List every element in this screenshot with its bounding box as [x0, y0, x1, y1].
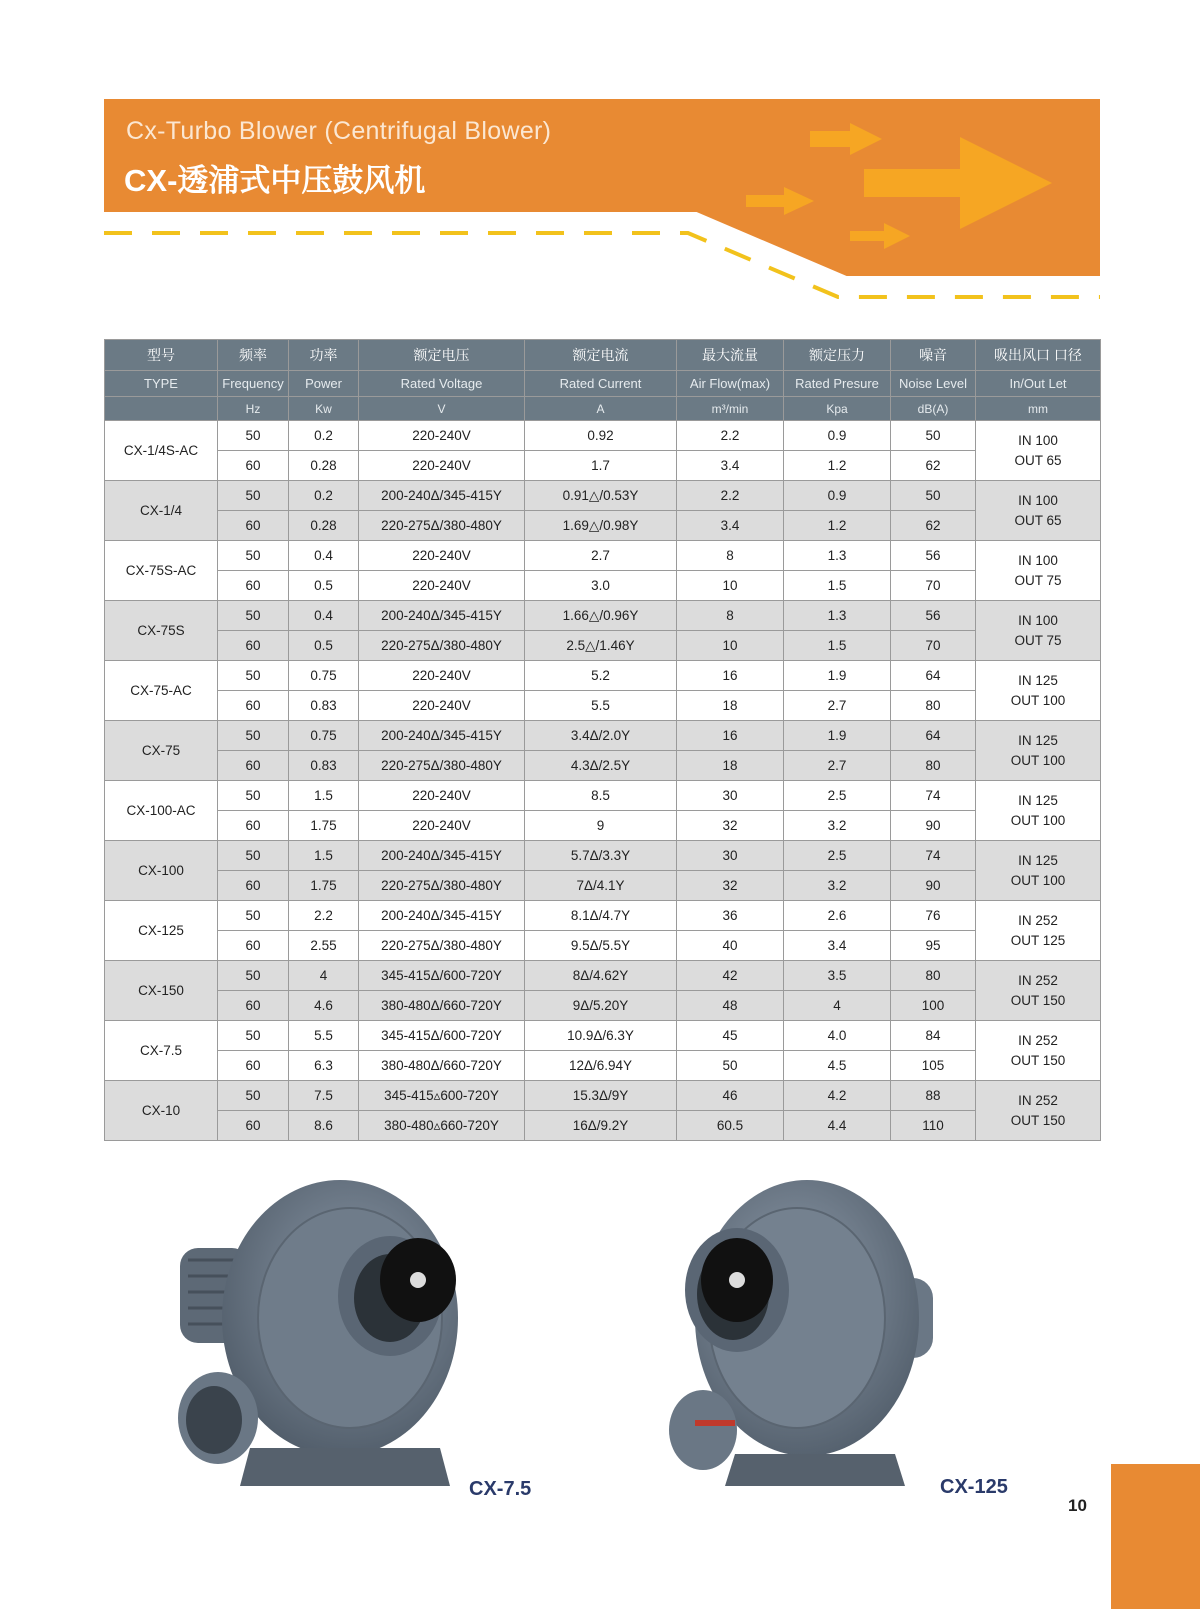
- blower-icon: [170, 1168, 470, 1498]
- header-pressure-en: Rated Presure: [784, 371, 891, 397]
- current-cell: 0.92: [525, 421, 677, 451]
- power-cell: 2.2: [289, 901, 359, 931]
- header-current-cn: 额定电流: [525, 340, 677, 371]
- product-image-cx-125: [665, 1168, 945, 1498]
- model-name-cell: CX-100-AC: [105, 781, 218, 841]
- table-row: [105, 421, 1101, 451]
- header-power-cn: 功率: [289, 340, 359, 371]
- port-in-label: IN 125: [1018, 732, 1058, 748]
- airflow-cell: 42: [677, 961, 784, 991]
- pressure-cell: 2.7: [784, 751, 891, 781]
- power-cell: 0.5: [289, 571, 359, 601]
- header-noise-en: Noise Level: [891, 371, 976, 397]
- frequency-cell: 50: [218, 421, 289, 451]
- noise-cell: 100: [891, 991, 976, 1021]
- header-type-cn: 型号: [105, 340, 218, 371]
- frequency-cell: 60: [218, 811, 289, 841]
- frequency-cell: 60: [218, 511, 289, 541]
- port-out-label: OUT 100: [1010, 692, 1066, 708]
- port-out-label: OUT 65: [1014, 512, 1062, 528]
- unit-power: Kw: [289, 397, 359, 421]
- port-in-label: IN 252: [1018, 972, 1058, 988]
- header-noise-cn: 噪音: [891, 340, 976, 371]
- voltage-cell: 220-240V: [359, 451, 525, 481]
- header-current-en: Rated Current: [525, 371, 677, 397]
- current-cell: 3.0: [525, 571, 677, 601]
- noise-cell: 80: [891, 751, 976, 781]
- model-name-cell: CX-150: [105, 961, 218, 1021]
- table-row: [105, 991, 1101, 1021]
- port-out-label: OUT 75: [1014, 632, 1062, 648]
- frequency-cell: 60: [218, 1051, 289, 1081]
- title-chinese: CX-透浦式中压鼓风机: [124, 163, 426, 198]
- table-row: [105, 451, 1101, 481]
- noise-cell: 62: [891, 451, 976, 481]
- port-in-label: IN 125: [1018, 672, 1058, 688]
- table-row: [105, 841, 1101, 871]
- model-name-cell: CX-7.5: [105, 1021, 218, 1081]
- port-size-cell: [976, 541, 1101, 601]
- port-in-label: IN 125: [1018, 852, 1058, 868]
- voltage-cell: 220-240V: [359, 661, 525, 691]
- pressure-cell: 1.3: [784, 601, 891, 631]
- table-row: [105, 871, 1101, 901]
- noise-cell: 50: [891, 421, 976, 451]
- current-cell: 15.3Δ/9Y: [525, 1081, 677, 1111]
- port-in-label: IN 100: [1018, 612, 1058, 628]
- header-power-en: Power: [289, 371, 359, 397]
- model-name-cell: CX-10: [105, 1081, 218, 1141]
- voltage-cell: 200-240Δ/345-415Y: [359, 481, 525, 511]
- pressure-cell: 1.2: [784, 451, 891, 481]
- airflow-cell: 32: [677, 811, 784, 841]
- frequency-cell: 60: [218, 451, 289, 481]
- airflow-cell: 18: [677, 751, 784, 781]
- unit-airflow: m³/min: [677, 397, 784, 421]
- airflow-cell: 46: [677, 1081, 784, 1111]
- noise-cell: 90: [891, 871, 976, 901]
- voltage-cell: 220-240V: [359, 691, 525, 721]
- header-voltage-en: Rated Voltage: [359, 371, 525, 397]
- unit-type: [105, 397, 218, 421]
- pressure-cell: 1.5: [784, 631, 891, 661]
- noise-cell: 95: [891, 931, 976, 961]
- voltage-cell: 220-275Δ/380-480Y: [359, 871, 525, 901]
- table-row: [105, 541, 1101, 571]
- noise-cell: 70: [891, 631, 976, 661]
- header-airflow-en: Air Flow(max): [677, 371, 784, 397]
- current-cell: 8.5: [525, 781, 677, 811]
- port-out-label: OUT 75: [1014, 572, 1062, 588]
- power-cell: 1.75: [289, 871, 359, 901]
- power-cell: 2.55: [289, 931, 359, 961]
- port-size-cell: [976, 901, 1101, 961]
- current-cell: 2.7: [525, 541, 677, 571]
- noise-cell: 64: [891, 721, 976, 751]
- frequency-cell: 60: [218, 1111, 289, 1141]
- frequency-cell: 50: [218, 781, 289, 811]
- pressure-cell: 4.5: [784, 1051, 891, 1081]
- pressure-cell: 2.5: [784, 841, 891, 871]
- current-cell: 16Δ/9.2Y: [525, 1111, 677, 1141]
- pressure-cell: 0.9: [784, 481, 891, 511]
- port-out-label: OUT 100: [1010, 812, 1066, 828]
- noise-cell: 64: [891, 661, 976, 691]
- pressure-cell: 2.7: [784, 691, 891, 721]
- unit-frequency: Hz: [218, 397, 289, 421]
- voltage-cell: 200-240Δ/345-415Y: [359, 721, 525, 751]
- airflow-cell: 18: [677, 691, 784, 721]
- current-cell: 12Δ/6.94Y: [525, 1051, 677, 1081]
- port-out-label: OUT 125: [1010, 932, 1066, 948]
- airflow-cell: 16: [677, 661, 784, 691]
- pressure-cell: 1.9: [784, 661, 891, 691]
- noise-cell: 62: [891, 511, 976, 541]
- noise-cell: 74: [891, 781, 976, 811]
- port-in-label: IN 252: [1018, 1032, 1058, 1048]
- table-row: [105, 511, 1101, 541]
- table-row: [105, 751, 1101, 781]
- product-image-cx-7-5: [170, 1168, 470, 1498]
- power-cell: 4: [289, 961, 359, 991]
- power-cell: 1.5: [289, 781, 359, 811]
- table-row: [105, 1051, 1101, 1081]
- frequency-cell: 50: [218, 541, 289, 571]
- airflow-cell: 50: [677, 1051, 784, 1081]
- port-size-cell: [976, 421, 1101, 481]
- frequency-cell: 50: [218, 661, 289, 691]
- port-size-cell: [976, 841, 1101, 901]
- model-name-cell: CX-1/4: [105, 481, 218, 541]
- model-name-cell: CX-75S: [105, 601, 218, 661]
- page-number: 10: [1068, 1496, 1087, 1515]
- airflow-cell: 10: [677, 571, 784, 601]
- unit-voltage: V: [359, 397, 525, 421]
- pressure-cell: 3.4: [784, 931, 891, 961]
- header-type-en: TYPE: [105, 371, 218, 397]
- blower-icon: [665, 1168, 945, 1498]
- current-cell: 5.2: [525, 661, 677, 691]
- product-caption-cx-7-5: CX-7.5: [469, 1478, 532, 1500]
- voltage-cell: 220-275Δ/380-480Y: [359, 931, 525, 961]
- header-voltage-cn: 额定电压: [359, 340, 525, 371]
- noise-cell: 80: [891, 961, 976, 991]
- airflow-cell: 36: [677, 901, 784, 931]
- pressure-cell: 3.2: [784, 811, 891, 841]
- airflow-cell: 30: [677, 841, 784, 871]
- airflow-cell: 3.4: [677, 451, 784, 481]
- voltage-cell: 345-415Δ/600-720Y: [359, 961, 525, 991]
- model-name-cell: CX-125: [105, 901, 218, 961]
- pressure-cell: 4.4: [784, 1111, 891, 1141]
- port-size-cell: [976, 721, 1101, 781]
- power-cell: 0.4: [289, 601, 359, 631]
- table-row: [105, 601, 1101, 631]
- frequency-cell: 50: [218, 1081, 289, 1111]
- frequency-cell: 50: [218, 721, 289, 751]
- airflow-cell: 60.5: [677, 1111, 784, 1141]
- voltage-cell: 380-480Δ/660-720Y: [359, 991, 525, 1021]
- frequency-cell: 60: [218, 931, 289, 961]
- airflow-cell: 8: [677, 541, 784, 571]
- header-row-units: [105, 397, 1101, 421]
- voltage-cell: 200-240Δ/345-415Y: [359, 901, 525, 931]
- port-size-cell: [976, 1021, 1101, 1081]
- current-cell: 1.69△/0.98Y: [525, 511, 677, 541]
- table-row: [105, 721, 1101, 751]
- table-row: [105, 1081, 1101, 1111]
- table-row: [105, 931, 1101, 961]
- table-row: [105, 961, 1101, 991]
- pressure-cell: 1.5: [784, 571, 891, 601]
- model-name-cell: CX-100: [105, 841, 218, 901]
- table-row: [105, 571, 1101, 601]
- voltage-cell: 220-275Δ/380-480Y: [359, 631, 525, 661]
- frequency-cell: 60: [218, 571, 289, 601]
- noise-cell: 56: [891, 541, 976, 571]
- noise-cell: 105: [891, 1051, 976, 1081]
- frequency-cell: 60: [218, 691, 289, 721]
- model-name-cell: CX-75-AC: [105, 661, 218, 721]
- pressure-cell: 4: [784, 991, 891, 1021]
- frequency-cell: 50: [218, 481, 289, 511]
- port-out-label: OUT 150: [1010, 992, 1066, 1008]
- power-cell: 0.4: [289, 541, 359, 571]
- voltage-cell: 200-240Δ/345-415Y: [359, 601, 525, 631]
- port-size-cell: [976, 781, 1101, 841]
- header-airflow-cn: 最大流量: [677, 340, 784, 371]
- voltage-cell: 200-240Δ/345-415Y: [359, 841, 525, 871]
- table-row: [105, 631, 1101, 661]
- airflow-cell: 2.2: [677, 481, 784, 511]
- frequency-cell: 50: [218, 1021, 289, 1051]
- power-cell: 0.83: [289, 751, 359, 781]
- voltage-cell: 220-240V: [359, 571, 525, 601]
- header-frequency-cn: 频率: [218, 340, 289, 371]
- pressure-cell: 0.9: [784, 421, 891, 451]
- unit-current: A: [525, 397, 677, 421]
- page-accent-block: [1111, 1464, 1200, 1609]
- spec-table-body: [105, 421, 1101, 1141]
- port-out-label: OUT 100: [1010, 872, 1066, 888]
- pressure-cell: 2.5: [784, 781, 891, 811]
- frequency-cell: 50: [218, 601, 289, 631]
- airflow-cell: 8: [677, 601, 784, 631]
- power-cell: 5.5: [289, 1021, 359, 1051]
- table-row: [105, 661, 1101, 691]
- noise-cell: 70: [891, 571, 976, 601]
- current-cell: 1.66△/0.96Y: [525, 601, 677, 631]
- current-cell: 8.1Δ/4.7Y: [525, 901, 677, 931]
- port-in-label: IN 100: [1018, 552, 1058, 568]
- voltage-cell: 220-240V: [359, 811, 525, 841]
- port-out-label: OUT 100: [1010, 752, 1066, 768]
- airflow-cell: 2.2: [677, 421, 784, 451]
- power-cell: 0.75: [289, 661, 359, 691]
- table-row: [105, 1021, 1101, 1051]
- voltage-cell: 380-480▵660-720Y: [359, 1111, 525, 1141]
- noise-cell: 88: [891, 1081, 976, 1111]
- model-name-cell: CX-75: [105, 721, 218, 781]
- current-cell: 8Δ/4.62Y: [525, 961, 677, 991]
- current-cell: 5.7Δ/3.3Y: [525, 841, 677, 871]
- noise-cell: 110: [891, 1111, 976, 1141]
- noise-cell: 50: [891, 481, 976, 511]
- header-row-chinese: [105, 340, 1101, 371]
- voltage-cell: 345-415Δ/600-720Y: [359, 1021, 525, 1051]
- table-row: [105, 1111, 1101, 1141]
- unit-port: mm: [976, 397, 1101, 421]
- current-cell: 1.7: [525, 451, 677, 481]
- port-in-label: IN 100: [1018, 492, 1058, 508]
- product-caption-cx-125: CX-125: [940, 1476, 1008, 1498]
- airflow-cell: 16: [677, 721, 784, 751]
- pressure-cell: 4.0: [784, 1021, 891, 1051]
- power-cell: 0.2: [289, 421, 359, 451]
- current-cell: 4.3Δ/2.5Y: [525, 751, 677, 781]
- airflow-cell: 32: [677, 871, 784, 901]
- header-frequency-en: Frequency: [218, 371, 289, 397]
- power-cell: 0.83: [289, 691, 359, 721]
- header-pressure-cn: 额定压力: [784, 340, 891, 371]
- port-size-cell: [976, 481, 1101, 541]
- noise-cell: 76: [891, 901, 976, 931]
- table-row: [105, 691, 1101, 721]
- frequency-cell: 50: [218, 961, 289, 991]
- power-cell: 0.28: [289, 511, 359, 541]
- spec-table: [104, 339, 1101, 1141]
- frequency-cell: 60: [218, 631, 289, 661]
- power-cell: 8.6: [289, 1111, 359, 1141]
- model-name-cell: CX-75S-AC: [105, 541, 218, 601]
- pressure-cell: 1.2: [784, 511, 891, 541]
- title-english: Cx-Turbo Blower (Centrifugal Blower): [126, 117, 552, 145]
- port-size-cell: [976, 961, 1101, 1021]
- header-port-cn: 吸出风口 口径: [976, 340, 1101, 371]
- voltage-cell: 220-275Δ/380-480Y: [359, 511, 525, 541]
- table-row: [105, 811, 1101, 841]
- noise-cell: 90: [891, 811, 976, 841]
- port-size-cell: [976, 661, 1101, 721]
- current-cell: 7Δ/4.1Y: [525, 871, 677, 901]
- airflow-cell: 40: [677, 931, 784, 961]
- unit-pressure: Kpa: [784, 397, 891, 421]
- port-size-cell: [976, 1081, 1101, 1141]
- power-cell: 0.75: [289, 721, 359, 751]
- noise-cell: 80: [891, 691, 976, 721]
- port-in-label: IN 100: [1018, 432, 1058, 448]
- airflow-cell: 3.4: [677, 511, 784, 541]
- frequency-cell: 50: [218, 901, 289, 931]
- pressure-cell: 1.9: [784, 721, 891, 751]
- airflow-cell: 30: [677, 781, 784, 811]
- pressure-cell: 1.3: [784, 541, 891, 571]
- frequency-cell: 60: [218, 991, 289, 1021]
- current-cell: 0.91△/0.53Y: [525, 481, 677, 511]
- voltage-cell: 220-275Δ/380-480Y: [359, 751, 525, 781]
- current-cell: 9Δ/5.20Y: [525, 991, 677, 1021]
- voltage-cell: 220-240V: [359, 541, 525, 571]
- model-name-cell: CX-1/4S-AC: [105, 421, 218, 481]
- frequency-cell: 50: [218, 841, 289, 871]
- pressure-cell: 3.5: [784, 961, 891, 991]
- port-out-label: OUT 65: [1014, 452, 1062, 468]
- port-out-label: OUT 150: [1010, 1112, 1066, 1128]
- current-cell: 9.5Δ/5.5Y: [525, 931, 677, 961]
- current-cell: 2.5△/1.46Y: [525, 631, 677, 661]
- pressure-cell: 2.6: [784, 901, 891, 931]
- power-cell: 0.2: [289, 481, 359, 511]
- unit-noise: dB(A): [891, 397, 976, 421]
- voltage-cell: 380-480Δ/660-720Y: [359, 1051, 525, 1081]
- voltage-cell: 220-240V: [359, 421, 525, 451]
- airflow-cell: 48: [677, 991, 784, 1021]
- power-cell: 4.6: [289, 991, 359, 1021]
- header-port-en: In/Out Let: [976, 371, 1101, 397]
- current-cell: 10.9Δ/6.3Y: [525, 1021, 677, 1051]
- power-cell: 6.3: [289, 1051, 359, 1081]
- current-cell: 9: [525, 811, 677, 841]
- noise-cell: 56: [891, 601, 976, 631]
- noise-cell: 74: [891, 841, 976, 871]
- voltage-cell: 345-415▵600-720Y: [359, 1081, 525, 1111]
- power-cell: 7.5: [289, 1081, 359, 1111]
- port-out-label: OUT 150: [1010, 1052, 1066, 1068]
- port-size-cell: [976, 601, 1101, 661]
- voltage-cell: 220-240V: [359, 781, 525, 811]
- frequency-cell: 60: [218, 751, 289, 781]
- port-in-label: IN 125: [1018, 792, 1058, 808]
- frequency-cell: 60: [218, 871, 289, 901]
- header-banner: [104, 99, 1100, 299]
- airflow-cell: 45: [677, 1021, 784, 1051]
- current-cell: 3.4Δ/2.0Y: [525, 721, 677, 751]
- table-row: [105, 901, 1101, 931]
- pressure-cell: 3.2: [784, 871, 891, 901]
- noise-cell: 84: [891, 1021, 976, 1051]
- airflow-cell: 10: [677, 631, 784, 661]
- header-row-english: [105, 371, 1101, 397]
- power-cell: 0.5: [289, 631, 359, 661]
- table-row: [105, 781, 1101, 811]
- pressure-cell: 4.2: [784, 1081, 891, 1111]
- port-in-label: IN 252: [1018, 1092, 1058, 1108]
- current-cell: 5.5: [525, 691, 677, 721]
- power-cell: 0.28: [289, 451, 359, 481]
- power-cell: 1.75: [289, 811, 359, 841]
- table-row: [105, 481, 1101, 511]
- port-in-label: IN 252: [1018, 912, 1058, 928]
- power-cell: 1.5: [289, 841, 359, 871]
